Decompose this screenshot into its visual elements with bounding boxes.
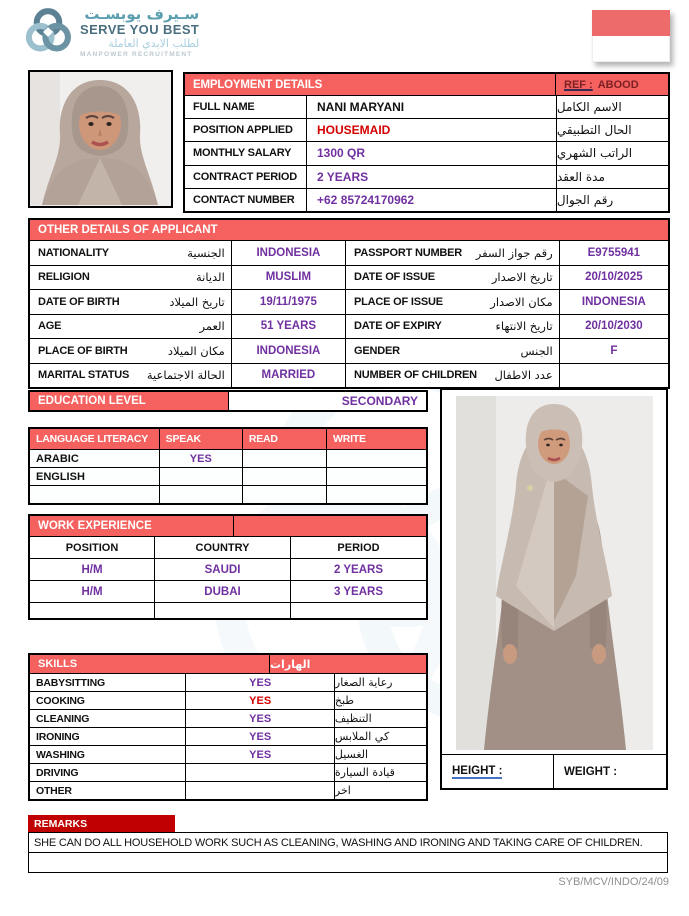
country-value: DUBAI — [154, 581, 290, 602]
document-reference-code: SYB/MCV/INDO/24/09 — [558, 876, 669, 888]
field-value: HOUSEMAID — [306, 119, 556, 141]
field-label: FULL NAME — [193, 101, 255, 114]
field-value: 2 YEARS — [306, 166, 556, 188]
skill-label-arabic: الغسيل — [334, 746, 426, 763]
section-title: EMPLOYMENT DETAILS — [193, 78, 323, 91]
skill-label: CLEANING — [36, 712, 90, 725]
field-label-arabic: العمر — [199, 319, 225, 334]
logo-arabic-tagline: لطلب الايدي العاملة — [108, 37, 200, 51]
table-row — [30, 449, 426, 467]
logo-name: SERVE YOU BEST — [80, 22, 200, 38]
read-value — [242, 468, 326, 485]
skill-label-arabic: قيادة السيارة — [334, 764, 426, 781]
table-row — [30, 781, 426, 799]
field-label: CONTACT NUMBER — [193, 193, 295, 206]
remarks-text: SHE CAN DO ALL HOUSEHOLD WORK SUCH AS CLEANING, WASHING AND IRONING AND TAKING CARE OF CHILDREN. — [29, 833, 667, 853]
table-row — [30, 363, 668, 388]
field-label: GENDER — [354, 344, 400, 357]
work-experience-section — [28, 514, 428, 620]
field-value: 51 YEARS — [231, 315, 345, 339]
speak-value: YES — [159, 450, 242, 467]
language-literacy-section — [28, 427, 428, 505]
ref-label: REF : — [564, 78, 593, 91]
field-label: PLACE OF ISSUE — [354, 295, 443, 308]
skill-value — [185, 782, 333, 799]
field-label-arabic: عدد الاطفال — [494, 368, 553, 383]
table-row — [30, 691, 426, 709]
skill-value: YES — [185, 728, 333, 745]
field-label: DATE OF EXPIRY — [354, 320, 442, 333]
column-header: WRITE — [326, 429, 426, 449]
field-value: 20/10/2025 — [559, 266, 668, 290]
table-row — [185, 165, 668, 188]
section-title: WORK EXPERIENCE — [30, 516, 234, 536]
skill-label: WASHING — [36, 748, 85, 761]
period-value: 3 YEARS — [290, 581, 426, 602]
language-name — [30, 486, 159, 503]
field-label: RELIGION — [38, 271, 90, 284]
employment-details-header — [185, 74, 668, 95]
column-header: SPEAK — [159, 429, 242, 449]
skill-value: YES — [185, 710, 333, 727]
employment-details-section — [183, 72, 670, 213]
field-value — [559, 364, 668, 388]
applicant-portrait-photo — [28, 70, 173, 208]
field-label-arabic: تاريخ الميلاد — [169, 294, 225, 309]
applicant-fullbody-photo — [456, 396, 653, 750]
write-value — [326, 468, 426, 485]
table-row — [30, 338, 668, 363]
company-logo — [22, 6, 199, 58]
field-label-arabic: الراتب الشهري — [556, 142, 668, 164]
table-row — [185, 188, 668, 211]
field-label-arabic: الاسم الكامل — [556, 96, 668, 118]
field-value: 19/11/1975 — [231, 290, 345, 314]
table-row — [30, 709, 426, 727]
language-name: ENGLISH — [36, 470, 85, 483]
column-header: READ — [242, 429, 326, 449]
skill-value: YES — [185, 746, 333, 763]
read-value — [242, 450, 326, 467]
position-value — [30, 603, 154, 618]
table-row — [30, 485, 426, 503]
field-value: 1300 QR — [306, 142, 556, 164]
field-value: E9755941 — [559, 241, 668, 265]
field-value: INDONESIA — [231, 241, 345, 265]
field-label: DATE OF BIRTH — [38, 295, 120, 308]
section-title: SKILLS — [30, 655, 270, 673]
skills-header — [30, 655, 426, 673]
table-row — [30, 467, 426, 485]
other-details-section — [28, 218, 670, 389]
position-value: H/M — [81, 563, 103, 576]
field-label-arabic: رقم جواز السفر — [475, 245, 553, 260]
read-value — [242, 486, 326, 503]
field-label: MONTHLY SALARY — [193, 147, 292, 160]
section-title-arabic: الهارات — [270, 657, 311, 671]
skill-label: OTHER — [36, 784, 72, 797]
logo-rings-icon — [22, 6, 74, 58]
table-row — [185, 95, 668, 118]
table-row — [30, 265, 668, 290]
work-experience-header — [30, 516, 426, 536]
skill-label: COOKING — [36, 694, 85, 707]
applicant-fullbody-photo-box — [440, 388, 668, 790]
skill-label-arabic: التنظيف — [334, 710, 426, 727]
field-label: PLACE OF BIRTH — [38, 344, 128, 357]
field-label-arabic: مدة العقد — [556, 166, 668, 188]
column-header: LANGUAGE LITERACY — [36, 433, 149, 445]
indonesia-flag — [592, 10, 670, 62]
table-row — [30, 745, 426, 763]
column-header-row — [30, 536, 426, 558]
education-level-row — [28, 390, 428, 412]
ref-cell — [555, 74, 668, 95]
other-details-header: OTHER DETAILS OF APPLICANT — [30, 220, 668, 240]
logo-tagline: MANPOWER RECRUITMENT — [80, 50, 193, 58]
table-row — [30, 602, 426, 618]
logo-arabic-name: سـيرف يوبسـت — [84, 5, 200, 23]
position-value: H/M — [81, 585, 103, 598]
table-row — [30, 289, 668, 314]
skill-label: IRONING — [36, 730, 80, 743]
skill-label-arabic: طبخ — [334, 692, 426, 709]
field-label-arabic: الحالة الاجتماعية — [146, 368, 225, 383]
field-value: INDONESIA — [559, 290, 668, 314]
field-label-arabic: الديانة — [195, 270, 225, 285]
field-value: NANI MARYANI — [306, 96, 556, 118]
field-label: MARITAL STATUS — [38, 369, 130, 382]
column-header: POSITION — [65, 541, 119, 554]
table-row — [30, 240, 668, 265]
field-label: CONTRACT PERIOD — [193, 170, 297, 183]
table-row — [30, 763, 426, 781]
table-row — [30, 580, 426, 602]
skill-value: YES — [185, 692, 333, 709]
field-label: AGE — [38, 320, 62, 333]
write-value — [326, 450, 426, 467]
field-label-arabic: الحال التطبيقي — [556, 119, 668, 141]
column-header: COUNTRY — [154, 537, 290, 558]
country-value: SAUDI — [154, 559, 290, 580]
write-value — [326, 486, 426, 503]
skill-label-arabic: كي الملابس — [334, 728, 426, 745]
skills-section — [28, 653, 428, 801]
field-label-arabic: الجنس — [520, 343, 553, 358]
field-label-arabic: تاريخ الاصدار — [491, 270, 553, 285]
weight-label: WEIGHT : — [564, 765, 618, 778]
language-literacy-header — [30, 429, 426, 449]
field-label-arabic: مكان الاصدار — [490, 294, 553, 309]
field-label-arabic: تاريخ الانتهاء — [495, 319, 553, 334]
weight-field — [554, 755, 666, 788]
skill-label-arabic: اخر — [334, 782, 426, 799]
field-value: MUSLIM — [231, 266, 345, 290]
table-row — [30, 314, 668, 339]
skill-value — [185, 764, 333, 781]
speak-value — [159, 468, 242, 485]
table-row — [30, 558, 426, 580]
field-label: NATIONALITY — [38, 246, 109, 259]
education-level-label: EDUCATION LEVEL — [30, 392, 228, 410]
remarks-empty-row — [29, 853, 667, 872]
field-label: DATE OF ISSUE — [354, 271, 435, 284]
remarks-section — [28, 815, 668, 873]
field-value: INDONESIA — [231, 339, 345, 363]
table-row — [30, 727, 426, 745]
skill-label-arabic: رعاية الصغار — [334, 674, 426, 691]
skill-label: BABYSITTING — [36, 676, 105, 689]
height-field — [442, 755, 554, 788]
field-label-arabic: الجنسية — [187, 245, 225, 260]
speak-value — [159, 486, 242, 503]
period-value — [290, 603, 426, 618]
field-value: 20/10/2030 — [559, 315, 668, 339]
field-label: PASSPORT NUMBER — [354, 246, 463, 259]
country-value — [154, 603, 290, 618]
field-label-arabic: مكان الميلاد — [167, 343, 225, 358]
flag-white-stripe — [592, 36, 670, 62]
field-value: MARRIED — [231, 364, 345, 388]
field-label: NUMBER OF CHILDREN — [354, 369, 477, 382]
skill-value: YES — [185, 674, 333, 691]
skill-label: DRIVING — [36, 766, 79, 779]
height-label: HEIGHT : — [452, 764, 503, 777]
field-value: +62 85724170962 — [306, 189, 556, 211]
table-row — [30, 673, 426, 691]
education-level-value: SECONDARY — [228, 392, 426, 410]
measurements-row — [442, 754, 666, 788]
table-row — [185, 118, 668, 141]
language-name: ARABIC — [36, 452, 79, 465]
flag-red-stripe — [592, 10, 670, 36]
column-header: PERIOD — [290, 537, 426, 558]
field-value: F — [559, 339, 668, 363]
ref-value: ABOOD — [597, 78, 639, 91]
remarks-header: REMARKS — [28, 815, 175, 832]
period-value: 2 YEARS — [290, 559, 426, 580]
field-label: POSITION APPLIED — [193, 124, 293, 137]
table-row — [185, 141, 668, 164]
field-label-arabic: رقم الجوال — [556, 189, 668, 211]
